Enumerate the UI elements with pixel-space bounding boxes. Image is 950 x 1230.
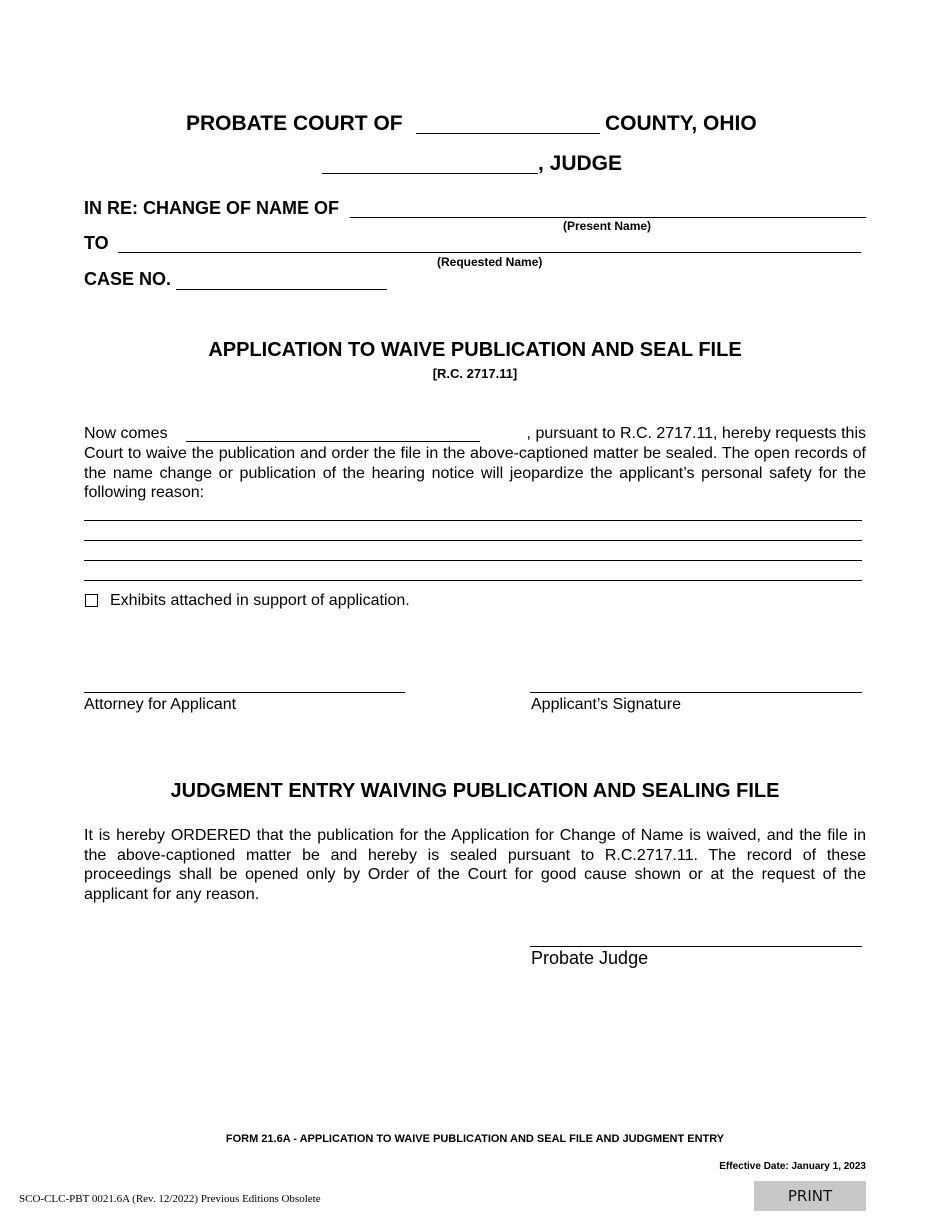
application-title: APPLICATION TO WAIVE PUBLICATION AND SEAL FILE <box>208 339 742 361</box>
judge-name-field[interactable] <box>322 153 542 175</box>
reason-line-3 <box>84 560 862 561</box>
reason-field[interactable] <box>84 506 862 582</box>
requested-name-hint: (Requested Name) <box>437 255 543 269</box>
effective-date: Effective Date: January 1, 2023 <box>719 1161 866 1172</box>
county-field[interactable] <box>416 113 604 135</box>
judge-suffix: , JUDGE <box>538 152 623 175</box>
present-name-hint: (Present Name) <box>563 219 652 233</box>
reason-line-4 <box>84 580 862 581</box>
form-title: FORM 21.6A - APPLICATION TO WAIVE PUBLICATION AND SEAL FILE AND JUDGMENT ENTRY <box>225 1133 725 1145</box>
court-prefix: PROBATE COURT OF <box>186 112 403 135</box>
exhibits-checkbox[interactable] <box>85 594 98 607</box>
form-code: SCO-CLC-PBT 0021.6A (Rev. 12/2022) Previous Editions Obsolete <box>19 1193 321 1205</box>
print-button[interactable]: PRINT <box>754 1181 866 1211</box>
reason-line-1 <box>84 520 862 521</box>
application-body: Court to waive the publication and order the file in the above-captioned matter be sealed. The open records of the name change or publication of the hearing notice will jeopardize the applicant’s personal safety for the following reason: <box>84 445 866 501</box>
attorney-signature-line <box>84 692 405 693</box>
judge-signature-line <box>530 946 862 947</box>
applicant-signature-line <box>530 692 862 693</box>
court-suffix: COUNTY, OHIO <box>605 112 757 135</box>
applicant-signature-label: Applicant’s Signature <box>531 696 682 713</box>
now-comes-suffix: , pursuant to R.C. 2717.11, hereby requests this <box>526 425 866 442</box>
applicant-name-underline <box>186 441 480 442</box>
attorney-label: Attorney for Applicant <box>84 696 237 713</box>
judgment-body: It is hereby ORDERED that the publication for the Application for Change of Name is waived, and the file in the above-captioned matter be and hereby is sealed pursuant to R.C.2717.11. The record of these proceedings shall be opened only by Order of the Court for good cause shown or at the request of the applicant for any reason. <box>84 827 866 903</box>
to-label: TO <box>84 233 109 253</box>
application-citation: [R.C. 2717.11] <box>432 366 518 381</box>
case-no-underline <box>176 289 387 290</box>
now-comes-prefix: Now comes <box>84 425 168 442</box>
exhibits-label: Exhibits attached in support of application. <box>110 592 410 609</box>
requested-name-underline <box>118 252 861 253</box>
applicant-name-field[interactable] <box>186 424 484 446</box>
judge-underline <box>322 173 538 174</box>
probate-judge-label: Probate Judge <box>531 948 649 968</box>
present-name-underline <box>350 217 866 218</box>
reason-line-2 <box>84 540 862 541</box>
county-underline <box>416 133 600 134</box>
in-re-label: IN RE: CHANGE OF NAME OF <box>84 198 339 218</box>
judgment-title: JUDGMENT ENTRY WAIVING PUBLICATION AND SEALING FILE <box>170 780 780 802</box>
case-no-label: CASE NO. <box>84 269 172 289</box>
